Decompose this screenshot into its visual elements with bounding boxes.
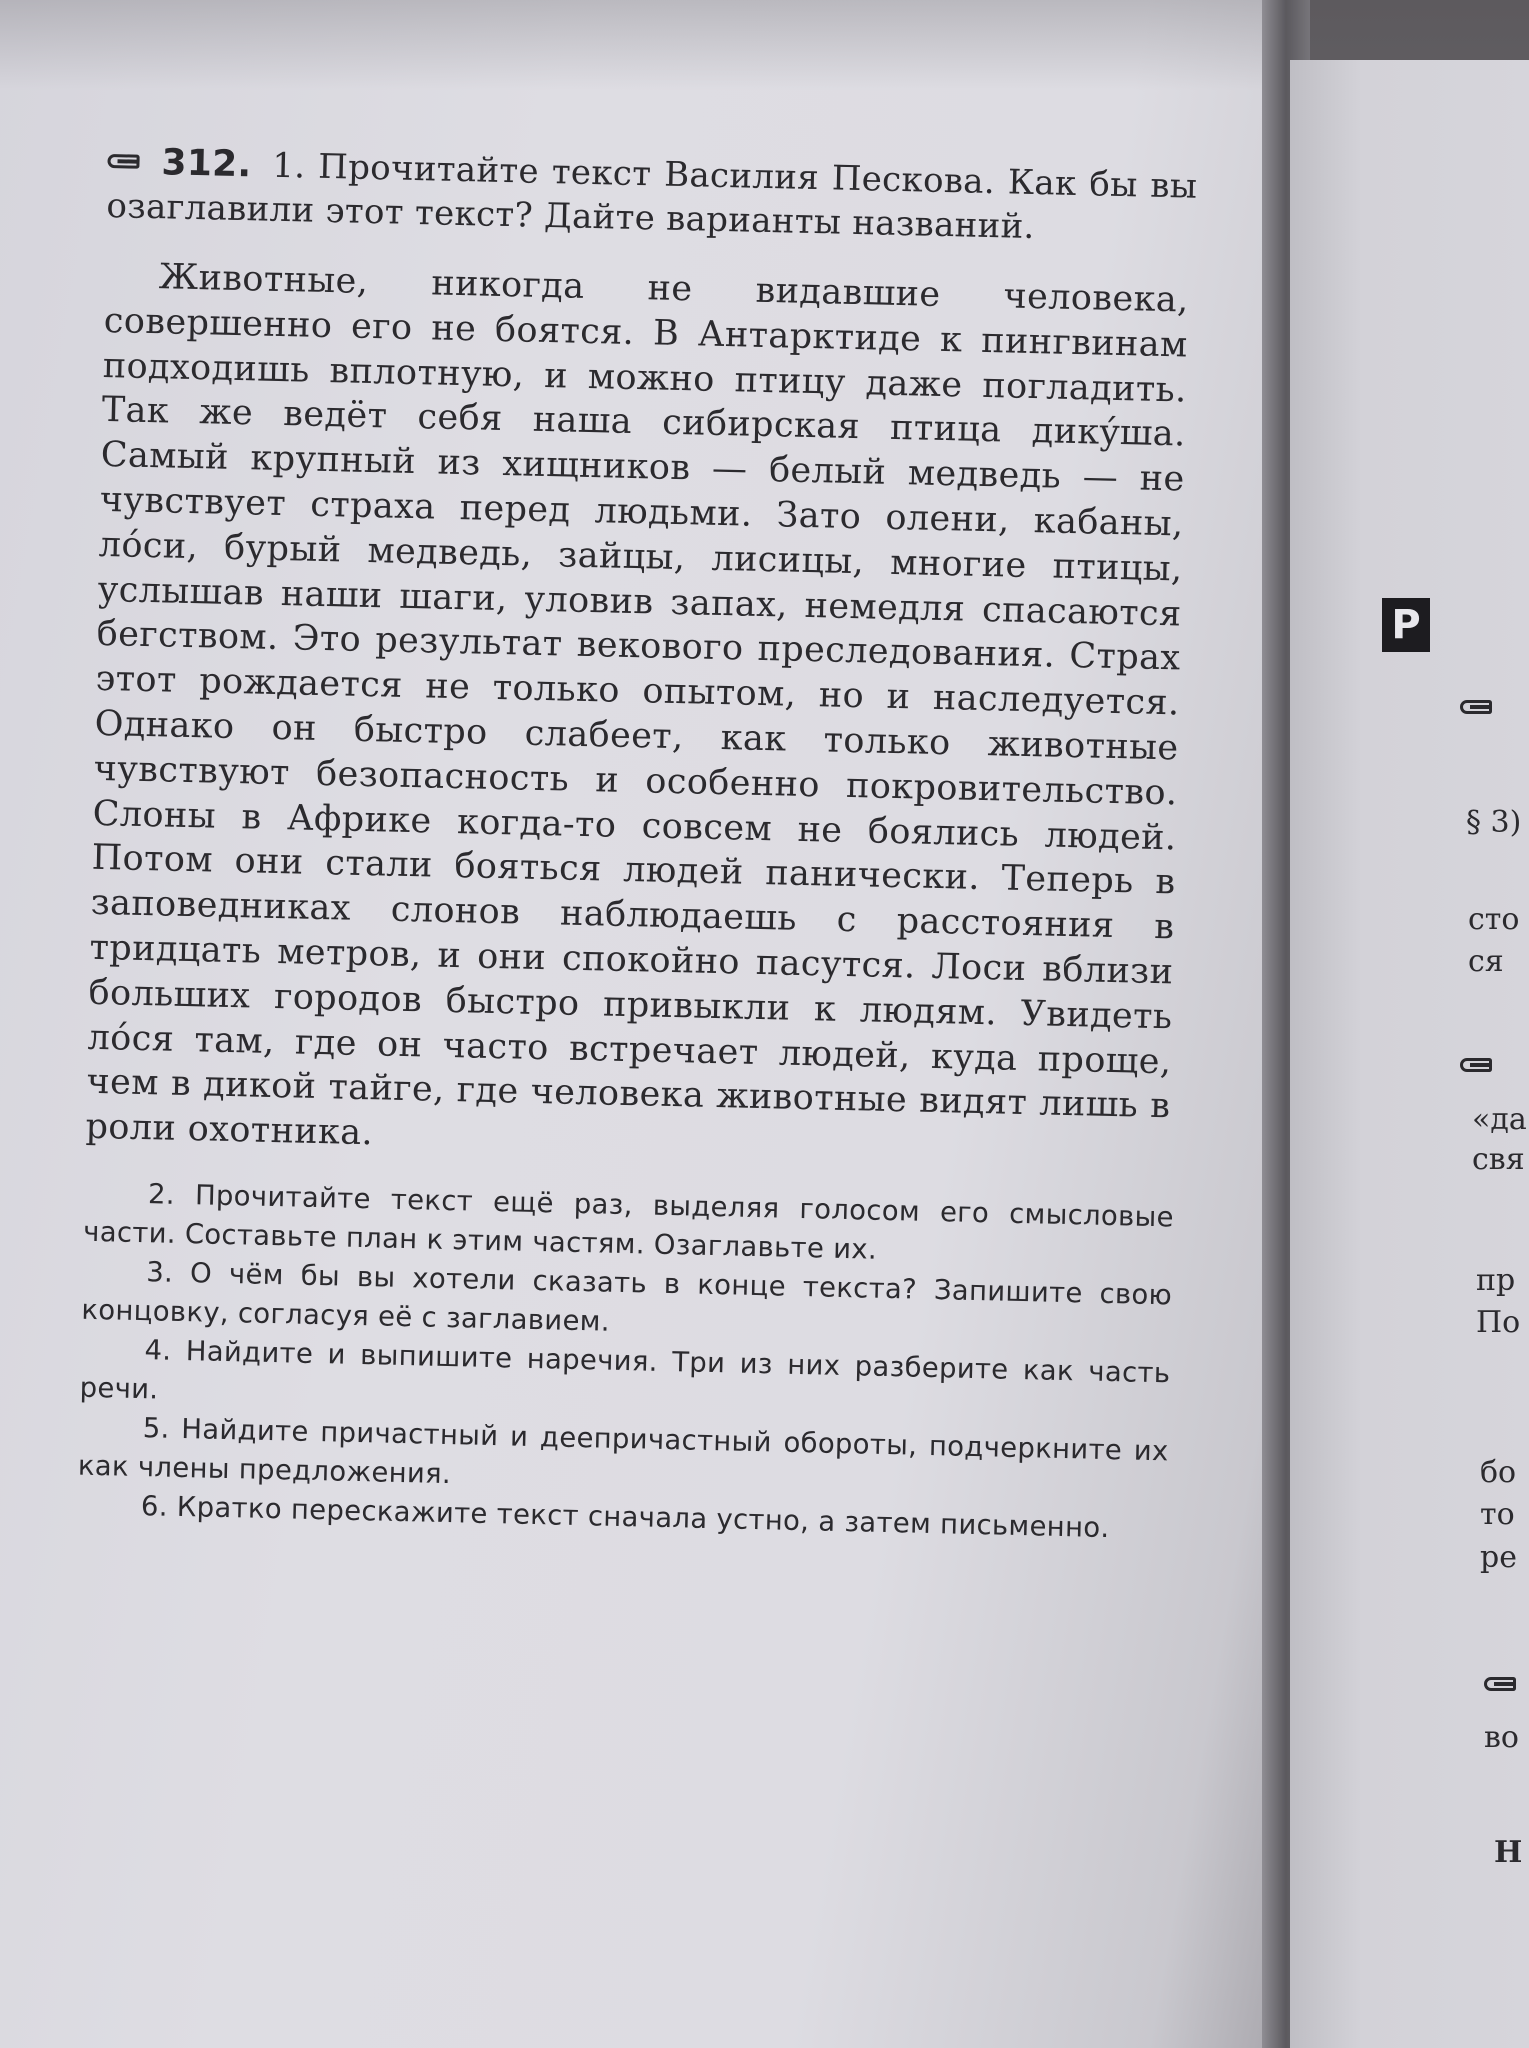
rule-badge: P [1382, 598, 1430, 652]
right-fragment: то [1480, 1497, 1515, 1532]
pen-icon [107, 152, 147, 173]
task-instruction: 1. Прочитайте текст Василия Пескова. Как бы вы озаглавили этот текст? Дайте варианты названий. [106, 145, 1198, 248]
right-fragment: во [1484, 1720, 1519, 1755]
right-fragment: ре [1480, 1540, 1517, 1575]
right-fragment: «да [1472, 1102, 1527, 1137]
right-fragment: бо [1480, 1455, 1517, 1490]
right-fragment: сто [1468, 902, 1520, 937]
question-list [77, 1174, 1175, 1550]
pen-icon [1460, 1056, 1500, 1076]
right-fragment: ся [1468, 944, 1504, 979]
pen-icon [1484, 1675, 1524, 1695]
question-3: 3. О чём бы вы хотели сказать в конце текста? Запишите свою концовку, согласуя её с заглавием. [81, 1256, 1173, 1338]
main-text: Животные, никогда не видавшие человека, совершенно его не боятся. В Антарктиде к пингвинам подходишь вплотную, и можно птицу даже погладить. Так же ведёт себя наша сибирская птица дикýша. Самый крупный из хищников — белый медведь — не чувствует страха перед людьми. Зато олени, кабаны, лóси, бурый медведь, зайцы, лисицы, многие птицы, услышав наши шаги, уловив запах, немедля спасаются бегством. Это результат векового преследования. Страх этот рождается не только опытом, но и наследуется. Однако он быстро слабеет, как только животные чувствуют безопасность и особенно покровительство. Слоны в Африке когда-то совсем не боялись людей. Потом они стали бояться людей панически. Теперь в заповедниках слонов наблюдаешь с расстояния в тридцать метров, и они спокойно пасутся. Лоси вблизи больших городов быстро привыкли к людям. Увидеть лóся там, где он часто встречает людей, куда проще, чем в дикой тайге, где человека животные видят лишь в роли охотника. [85, 257, 1190, 1154]
question-2: 2. Прочитайте текст ещё раз, выделяя голосом его смысловые части. Составьте план к этим частям. Озаглавьте их. [82, 1178, 1175, 1266]
question-4: 4. Найдите и выпишите наречия. Три из них разберите как часть речи. [79, 1334, 1171, 1406]
question-6: 6. Кратко перескажите текст сначала устно, а затем письменно. [140, 1490, 1110, 1545]
right-fragment: пр [1476, 1263, 1516, 1298]
right-fragment: свя [1472, 1142, 1525, 1177]
right-page [1290, 60, 1529, 2048]
right-fragment: По [1476, 1305, 1521, 1340]
task-number: 312. [161, 142, 252, 186]
question-5: 5. Найдите причастный и деепричастный обороты, подчеркните их как члены предложения. [77, 1412, 1169, 1491]
page-shadow [0, 0, 1280, 90]
exercise-block [77, 140, 1198, 1549]
section-marker: § 3) [1466, 805, 1522, 840]
pen-icon [1460, 698, 1500, 718]
right-fragment: Н [1494, 1835, 1523, 1870]
task-heading [106, 140, 1198, 253]
